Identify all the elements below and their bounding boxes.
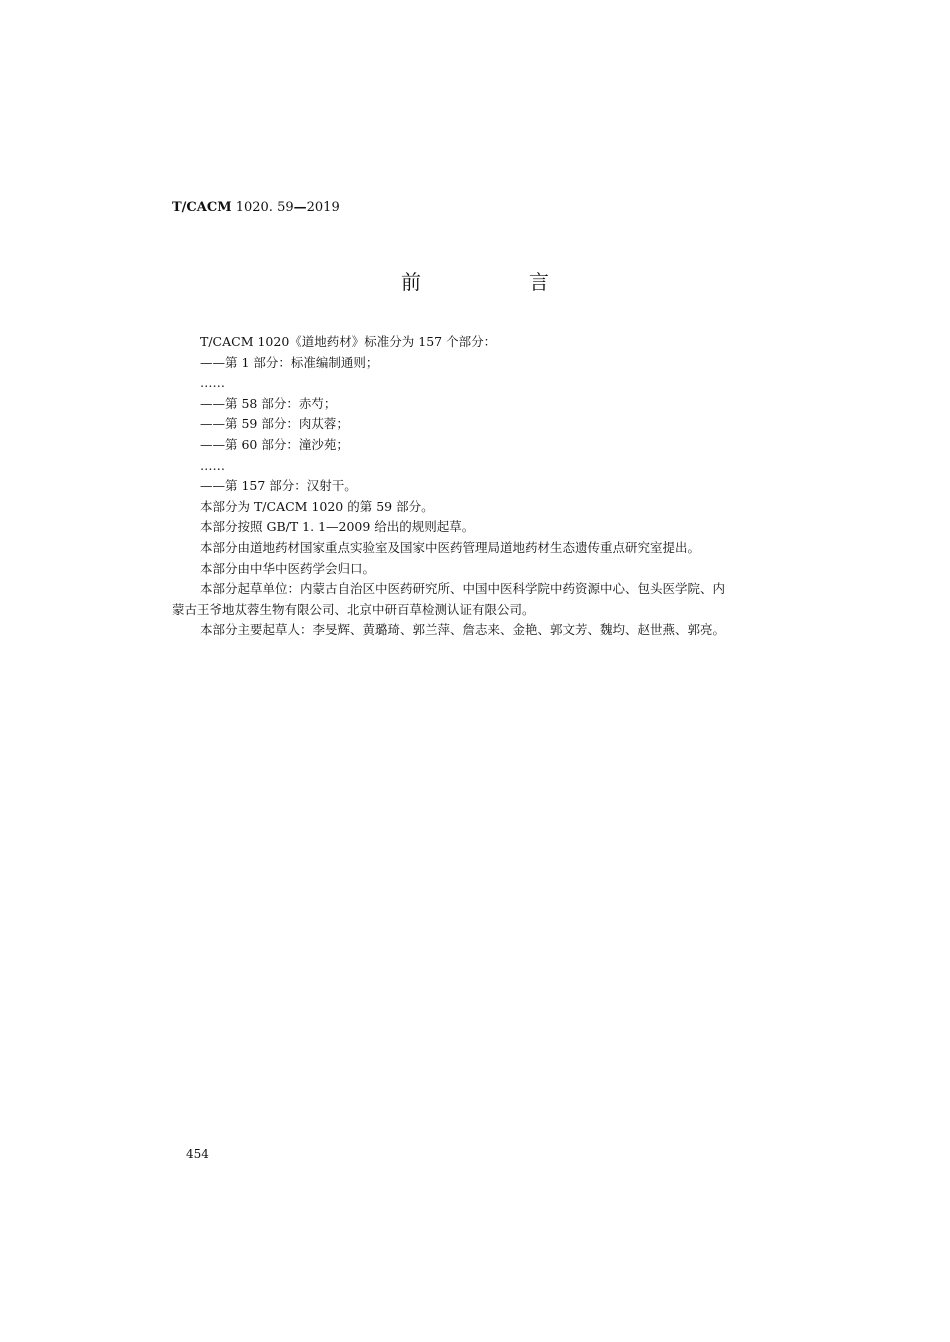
foreword-body (172, 332, 808, 641)
standard-code-dash: — (293, 200, 307, 215)
standard-code-year: 2019 (306, 200, 340, 215)
drafting-units-line-2: 蒙古王爷地苁蓉生物有限公司、北京中研百草检测认证有限公司。 (172, 601, 535, 617)
drafting-units-line-1: 本部分起草单位：内蒙古自治区中医药研究所、中国中医科学院中药资源中心、包头医学院、内 (200, 581, 726, 597)
part-list-item: ——第 60 部分：潼沙苑； (200, 436, 349, 452)
intro-line: T/CACM 1020《道地药材》标准分为 157 个部分： (200, 334, 497, 349)
standard-code (172, 199, 340, 217)
proposer-statement: 本部分由道地药材国家重点实验室及国家中医药管理局道地药材生态遗传重点研究室提出。 (200, 539, 701, 555)
page-number: 454 (186, 1147, 209, 1161)
drafting-rule-statement: 本部分按照 GB/T 1. 1—2009 给出的规则起草。 (200, 519, 475, 535)
ellipsis-line: …… (200, 375, 225, 391)
drafters-statement: 本部分主要起草人：李旻辉、黄璐琦、郭兰萍、詹志来、金艳、郭文芳、魏均、赵世燕、郭亮。 (200, 622, 726, 638)
centralized-by-statement: 本部分由中华中医药学会归口。 (200, 560, 376, 576)
part-list-item: ——第 58 部分：赤芍； (200, 395, 337, 411)
standard-code-prefix: T/CACM (172, 200, 232, 215)
foreword-title: 前 言 (401, 270, 593, 294)
standard-code-number: 1020. 59 (231, 200, 294, 215)
part-list-item: ——第 157 部分：汉射干。 (200, 478, 357, 494)
part-list-item: ——第 59 部分：肉苁蓉； (200, 416, 349, 432)
ellipsis-line: …… (200, 457, 225, 473)
part-statement: 本部分为 T/CACM 1020 的第 59 部分。 (200, 498, 434, 514)
part-list-item: ——第 1 部分：标准编制通则； (200, 354, 379, 370)
